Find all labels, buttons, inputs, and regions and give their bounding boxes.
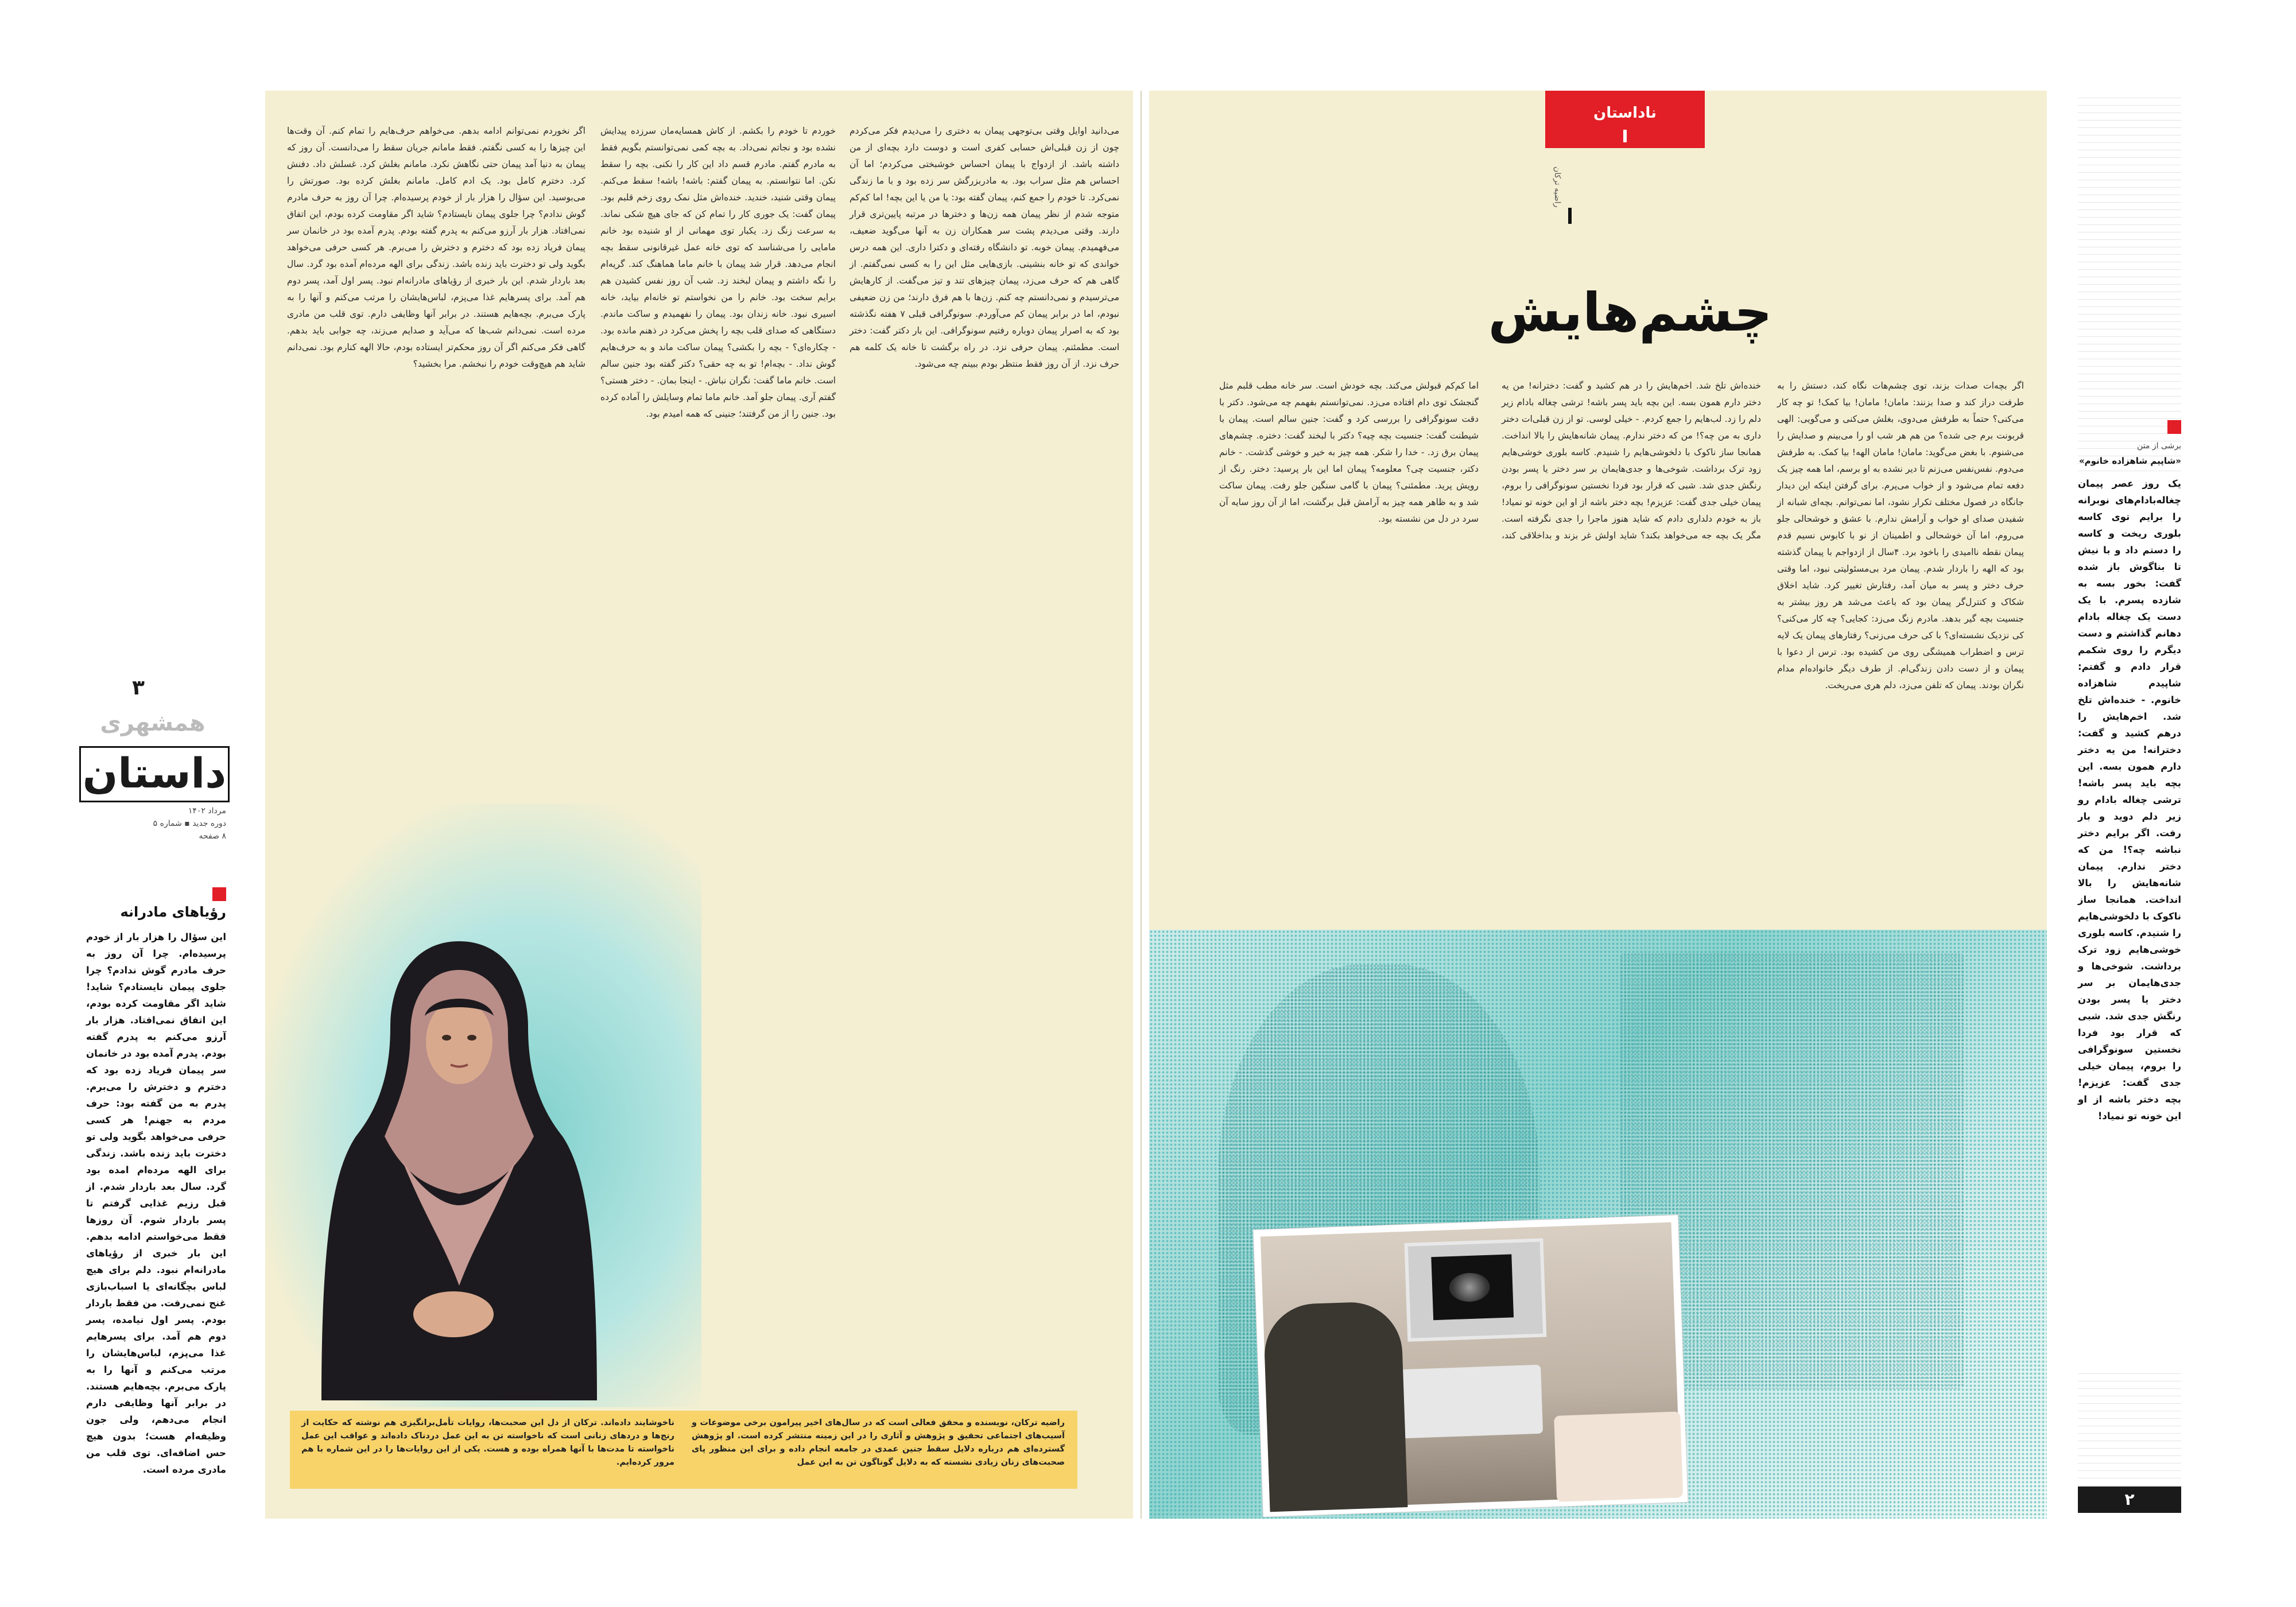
ultrasound-image xyxy=(1449,1272,1490,1302)
bio-text-left: ناخوشایند داده‌اند. ترکان از دل این صحبت‌ها، روایات تأمل‌برانگیزی هم نوشته که حکایت از رنج‌ها و دردهای زنانی است که ناخواسته تن به این عمل دردناک داده‌اند و عواقب این عمل ناخواسته تا مدت‌ها با آنها همراه بوده و هست. یکی از این روایات‌ها را در این شماره با هم مرور کرده‌ایم. xyxy=(301,1418,674,1467)
excerpt-source: برشی از متن xyxy=(2137,441,2181,451)
author-portrait xyxy=(310,918,608,1400)
monitor xyxy=(1404,1238,1546,1341)
body-column-5: اگر نخوردم نمی‌توانم ادامه بدهم. می‌خواهم حرف‌هایم را تمام کنم. آن وقت‌ها این چیزها را به کسی نگفتم. فقط مامانم جریان سقط را می‌دانست. آن روز که پیمان به دنیا آمد پیمان حتی نگاهش نکرد. مامانم بغلش کرد. غسلش داد. دفنش کرد. دخترم کامل بود. یک ادم کامل. مامانم بغلش کرده بود. صورتش را می‌بوسید. این سؤال را هزار بار از خودم پرسیده‌ام. چرا آن روز به حرف مادرم گوش ندادم؟ چرا جلوی پیمان نایستادم؟ شاید اگر مقاومت کرده بودم، این اتفاق نمی‌افتاد. هزار بار آرزو می‌کنم به پدرم گفته بودم. پدرم آمده بود در خانمان سر پیمان فریاد زده بود که دخترم و دخترش را می‌برم. هر کسی حرفی می‌خواهد بگوید ولی تو دخترت باید زنده باشد. زندگی برای الهه مرده‌ام آمده بود گرد. سال بعد باردار شدم. این بار خبری از رؤیاهای مادرانه‌ام نبود. پسر اول آمد، پسر دوم هم آمد. برای پسرهایم غذا می‌پزم، لباس‌هایشان را مرتب می‌کنم و آنها را به پارک می‌برم. بچه‌هایم هستند. در برابر آنها وظایفی دارم. توی قلب من مادری مرده است. نمی‌دانم شب‌ها که می‌آید و صدایم می‌زند، چه جوابی باید بدهم. گاهی فکر می‌کنم اگر آن روز محکم‌تر ایستاده بودم، حالا الهه کنارم بود. نمی‌دانم شاید هم هیچ‌وقت خودم را نبخشم. مرا بخشید؟ xyxy=(287,126,585,369)
issue-number: دوره جدید ▪ شماره ۵ xyxy=(153,819,226,828)
excerpt-title: «شاپیم شاهزاده خانوم» xyxy=(2078,456,2181,466)
excerpt-text: یک روز عصر پیمان چغاله‌بادام‌های نوبرانه را برایم توی کاسه بلوری ریخت و کاسه را دستم داد و با نیش تا بناگوش باز شده گفت: بخور بسه به شازده پسرم. با یک دست یک چغاله بادام دهانم گذاشتم و دست دیگرم را روی شکمم قرار دادم و گفتم: شاپیدم شاهزاده خانوم. - خنده‌اش تلخ شد. اخم‌هایش را درهم کشید و گفت: دخترانه! من یه دختر دارم همون بسه. این بچه باید پسر باشه! ترشی چغاله بادام رو زیر دلم دوید و بار رفت. اگر برایم دختر نباشه چه؟! من که دختر ندارم. پیمان شانه‌هایش را بالا انداخت. همانجا ساز ناکوک با دلخوشی‌هایم را شنیدم. کاسه بلوری خوشی‌هایم زود ترک برداشت. شوخی‌ها و جدی‌هایمان بر سر دختر یا پسر بودن رنگش جدی شد. شبی که قرار بود فردا نخستین سونوگرافی را بروم، پیمان خیلی جدی گفت: عزیزم! بچه دختر باشه از او این خونه تو نمیاد! xyxy=(2078,475,2181,1371)
byline-rule xyxy=(1568,208,1572,224)
excerpt-marker xyxy=(2167,420,2181,434)
issue-date: مرداد ۱۴۰۲ xyxy=(188,806,226,816)
body-column-3: می‌دانید اوایل وقتی بی‌توجهی پیمان به دختری را می‌دیدم فکر می‌کردم چون از زن قبلی‌اش حسابی کفری است و دوست دارد بچه‌ای از من داشته باشد. از ازدواج با پیمان احساس خوشبختی می‌کردم؛ اما آن احساس هم مثل سراب بود. به مادربزرگش سر زده بود و با ما زندگی نمی‌کرد. تا خودم را جمع کنم، پیمان گفته بود: یا من یا این بچه! اما کم‌کم متوجه شدم از نظر پیمان همه زن‌ها و دخترها در مرتبه پایین‌تری قرار دارند. وقتی می‌دیدم پشت سر همکاران زن به آنها می‌گوید ضعیف، می‌فهمیدم. پیمان خوبه. تو دانشگاه رفته‌ای و دکترا داری. این همه درس خواندی که تو خانه بنشینی. بازی‌هایی مثل این را به کسی نمی‌گفتم. از گاهی هم که حرف می‌زد، پیمان چیزهای تند و تیز می‌گفت. از کارهایش می‌ترسیدم و نمی‌دانستم چه کنم. زن‌ها با هم فرق دارند؛ من زن ضعیفی نبودم، اما در برابر پیمان کم می‌آوردم. سونوگرافی قبلی ۷ هفته نگذشته بود که به اصرار پیمان دوباره رفتیم سونوگرافی. این بار دکتر گفت: دختر است. مطمئنم. پیمان حرفی نزد. در راه برگشت تا خانه یک کلمه هم حرف نزد. از آن روز فقط منتظر بودم ببینم چه می‌شود. xyxy=(850,126,1119,369)
portrait-illustration xyxy=(310,918,608,1400)
issue-pages: ۸ صفحه xyxy=(199,832,226,841)
section-tag-marker xyxy=(1623,130,1627,142)
body-column-1: اگر بچه‌ات صدات بزند، توی چشم‌هات نگاه کند، دستش را به طرفت دراز کند و صدا بزنند: مامان! مامان! بیا کمک! تو چه کار می‌کنی؟ حتماً به طرفش می‌دوی، بغلش می‌کنی و می‌گویی: الهی قربونت برم جی شده؟ من هم هر شب او را می‌بینم و صدایش را می‌شنوم. با بغض می‌گوید: مامان! مامان الهه! بیا کمک. به طرفش می‌دوم. نفس‌نفس می‌زنم تا دیر نشده به او برسم، اما همه چیز یک دفعه تمام می‌شود و از خواب می‌پرم. برای گرفتن اینکه این دیدار جانگاه در فصول مختلف تکرار نشود، اما نمی‌توانم. بچه‌ای شبانه از شفیدن صدای او خواب و آرامش ندارم. با عشق و خوشحالی جلو می‌روم، اما آن خوشحالی و اطمینان از نو با کابوس نسیم قدم پیمان نقطه ناامیدی را باخود برد. ۴سال از ازدواجم با پیمان گذشته بود که الهه را باردار شدم. پیمان مرد بی‌مسئولیتی نبود، اما وقتی حرف دختر و پسر به میان آمد، رفتارش تغییر کرد. شاید اخلاق شکاک و کنترل‌گر پیمان بود که باعث می‌شد هر روز بیشتر به جنسیت بچه گیر بدهد. مادرم زنگ می‌زد: کجایی؟ چه کار می‌کنی؟ کی نزدیک نشسته‌ای؟ با کی حرف می‌زنی؟ رفتارهای پیمان یک لایه ترس و اضطراب همیشگی روی من کشیده بود. ترس از دعوا با پیمان و از دست دادن زندگی‌ام. از طرف دیگر خانواده‌ام مدام نگران بودند. پیمان که تلفن می‌زد، دلم هری می‌ریخت. xyxy=(1777,381,2024,690)
section-tag xyxy=(1545,91,1705,148)
ultrasound-console xyxy=(1391,1365,1543,1439)
section-tag-label: ناداستان xyxy=(1593,104,1657,122)
sidebar-text: این سؤال را هزار بار از خودم پرسیده‌ام. چرا آن روز به حرف مادرم گوش ندادم؟ چرا جلوی پیمان نایستادم؟ شاید! شاید اگر مقاومت کرده بودم، این اتفاق نمی‌افتاد. هزار بار آرزو می‌کنم به پدرم گفته بودم. پدرم آمده بود در خانمان سر پیمان فریاد زده بود که دخترم و دخترش را می‌برم. پدرم به من گفته بود: حرف مردم به جهنم! هر کسی حرفی می‌خواهد بگوید ولی تو دخترت باید زنده باشد. زندگی برای الهه مرده‌ام امده بود گرد. سال بعد باردار شدم. از قبل رزیم غذایی گرفتم تا پسر باردار شوم. آن روزها فقط می‌خواستم ادامه بدهم. این بار خبری از رؤیاهای مادرانه‌ام نبود. دلم برای هیچ لباس بچگانه‌ای یا اسباب‌بازی غنج نمی‌رفت. من فقط باردار بودم. پسر اول نیامده، پسر دوم هم آمد. برای پسرهایم غذا می‌پزم، لباس‌هایشان را مرتب می‌کنم و آنها را به پارک می‌برم. بچه‌هایم هستند. در برابر آنها وظایفی دارم انجام می‌دهم، ولی جون وظیفه‌ام هست؛ بدون هیچ حس اضافه‌ای. توی قلب من مادری مرده است. xyxy=(86,931,226,1475)
page-number-left: ۳ xyxy=(132,676,145,700)
author-bio-box xyxy=(290,1411,1077,1489)
ultrasound-screen xyxy=(1431,1254,1514,1320)
sidebar-heading: رؤیاهای مادرانه xyxy=(120,904,226,920)
hamshahri-logo: همشهری xyxy=(100,710,205,736)
page-number-right: ۲ xyxy=(2078,1486,2181,1513)
issue-info xyxy=(79,805,226,843)
body-column-4: خوردم تا خودم را بکشم. از کاش همسایه‌مان سرزده پیدایش نشده بود و نجاتم نمی‌داد. به بچه کمی نمی‌توانستم بگویم فقط به مادرم گفتم. مادرم قسم داد این کار را نکنی. بچه را سقط نکن. اما نتوانستم. به پیمان گفتم: باشه! باشه! سقط می‌کنم. پیمان وقتی شنید، خندید. خنده‌اش مثل نمک روی زخم قلبم بود. پیمان گفت: یک جوری کار را تمام کن که جای هیچ شکی نماند. به سرعت زنگ زد. یکبار توی مهمانی از او شنیده بود خانم مامایی را می‌شناسد که توی خانه عمل غیرقانونی سقط بچه انجام می‌دهد. قرار شد پیمان با خانم ماما هماهنگ کند. گریه‌ام را نگه داشتم و پیمان لبخند زد. شب آن روز نفس کشیدن هم برایم سخت بود. خانم را من نخواستم تو خانه‌ام بیاید، خانه اسیری نبود. خانه زندان بود. پیمان را نفهمیدم و ساکت ماندم. دستگاهی که صدای قلب بچه را پخش می‌کرد در ذهنم مانده بود. - چکاره‌ای؟ - بچه را بکشی؟ پیمان ساکت ماند و به حرف‌هایم گوش نداد. - بچه‌ام! تو به چه حقی؟ دکتر گفته بود جنین سالم است. خانم ماما گفت: نگران نباش. - اینجا بمان. - دختر هستی؟ گفتم آری. پیمان جلو آمد. خانم ماما تمام وسایلش را آماده کرده بود. جنین را از من گرفتند؛ جنینی که همه امیدم بود. xyxy=(600,126,836,419)
right-sidebar xyxy=(2078,91,2181,1514)
bio-text-right: راضیه ترکان، نویسنده و محقق فعالی است که در سال‌های اخیر پیرامون برخی موضوعات و آسیب‌های اجتماعی تحقیق و پژوهش و آثاری را در این زمینه منتشر کرده است. او پژوهش گسترده‌ای هم درباره دلایل سقط جنین عمدی در جامعه انجام داده و برای این منظور پای صحبت‌های زنان زیادی نشسته که به دلایل گوناگون تن به این عمل xyxy=(692,1418,1065,1467)
operator-figure xyxy=(1263,1301,1407,1512)
body-column-2: خنده‌اش تلخ شد. اخم‌هایش را در هم کشید و گفت: دخترانه! من یه دختر دارم همون بسه. این بچه باید پسر باشه! ترشی چغاله بادام زیر دلم را زد. لب‌هایم را جمع کردم. - خیلی لوسی. تو از زن قبلی‌ات دختر داری به من چه؟! من که دختر ندارم. پیمان شانه‌هایش را بالا انداخت. همانجا ساز ناکوک با دلخوشی‌هایم را شنیدم. کاسه بلوری خوشی‌هایم زود ترک برداشت. شوخی‌ها و جدی‌هایمان بر سر دختر یا پسر بودن رنگش جدی شد. شبی که قرار بود فردا نخستین سونوگرافی را بروم، پیمان خیلی جدی گفت: عزیزم! بچه دختر باشه از او این خونه تو نمیاد! باز به خودم دلداری دادم که شاید هنوز ماجرا را جدی نگرفته است. مگر یک بچه جه می‌خواهد بکند؟ شاید اولش غر بزند و بداخلاقی کند، اما کم‌کم قبولش می‌کند. بچه خودش است. سر خانه مطب قلبم مثل گنجشک توی دام افتاده می‌زد. نمی‌توانستم بفهمم چه می‌شود. دکتر با دقت سونوگرافی را بررسی کرد و گفت: جنین سالم است. پیمان با شیطنت گفت: جنسیت بچه چیه؟ دکتر با لبخند گفت: دختره. چشم‌های پیمان برق زد. - خدا را شکر. همه چیز به خیر و خوشی گذشت. - خانم دکتر، جنسیت چی؟ معلومه؟ پیمان اما این بار پرسید: دختر. رنگ از رویش پرید. مطمئنی؟ پیمان با گامی سنگین جلو رفت. پیمان ساکت شد و به ظاهر همه چیز به آرامش قبل برگشت، اما از آن روز سایه آن سرد در دل من نشسته بود. xyxy=(1219,381,1761,541)
ultrasound-room-photo xyxy=(1254,1215,1688,1517)
article-title: چشم‌هایش xyxy=(1488,282,1773,343)
magazine-masthead: داستان xyxy=(79,746,230,802)
sidebar-heading-marker xyxy=(212,887,226,901)
photo-frame xyxy=(1261,1222,1681,1510)
patient-bed xyxy=(1554,1411,1683,1502)
author-byline: راضیه ترکان xyxy=(1553,166,1562,208)
spread-gutter xyxy=(1141,91,1142,1519)
